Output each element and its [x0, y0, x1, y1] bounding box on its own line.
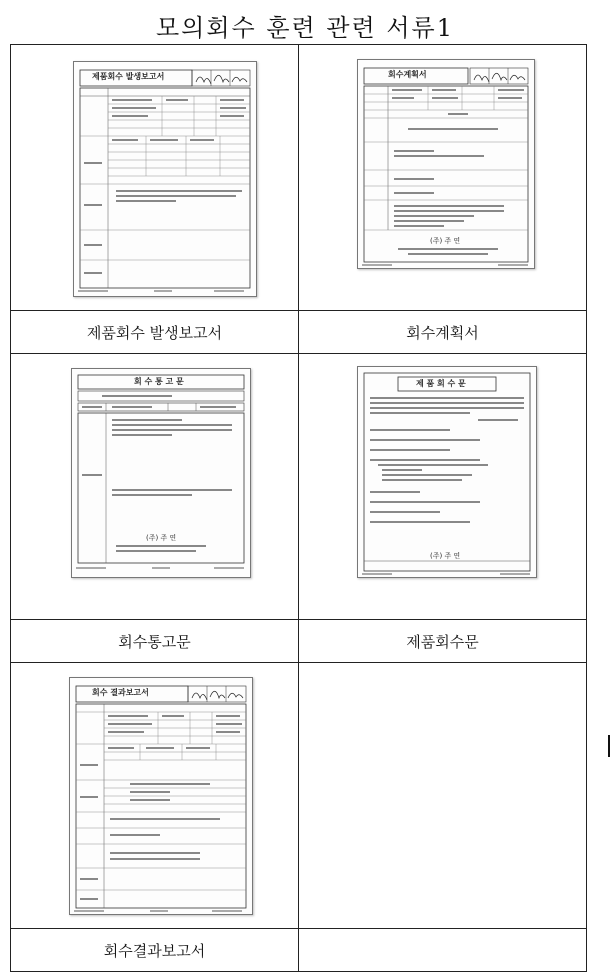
doc-footer: (주) 주 연 [146, 534, 177, 542]
cell-image-recall-plan [299, 45, 587, 311]
label-recall-result-report: 회수결과보고서 [11, 929, 299, 972]
doc-title: 제품회수 발생보고서 [92, 72, 165, 81]
page-title: 모의회수 훈련 관련 서류1 [156, 14, 454, 42]
recall-occurrence-report-thumbnail [73, 61, 257, 297]
label-recall-plan: 회수계획서 [299, 311, 587, 354]
recall-result-report-thumbnail [69, 677, 253, 915]
cell-image-empty [299, 663, 587, 929]
doc-footer: (주) 주 연 [430, 237, 461, 245]
label-recall-occurrence-report: 제품회수 발생보고서 [11, 311, 299, 354]
product-recall-notice-thumbnail [357, 366, 537, 578]
doc-title: 회 수 통 고 문 [134, 377, 184, 386]
doc-footer: (주) 주 연 [430, 552, 461, 560]
label-recall-notice: 회수통고문 [11, 620, 299, 663]
recall-plan-thumbnail [357, 59, 535, 269]
cell-image-recall-occurrence-report [11, 45, 299, 311]
label-empty [299, 929, 587, 972]
cell-image-recall-result-report [11, 663, 299, 929]
doc-title: 제 품 회 수 문 [416, 379, 466, 388]
label-product-recall-notice: 제품회수문 [299, 620, 587, 663]
recall-notice-thumbnail [71, 368, 251, 578]
cell-image-product-recall-notice [299, 354, 587, 620]
documents-table [10, 44, 587, 972]
doc-title: 회수계획서 [388, 70, 427, 79]
cell-image-recall-notice [11, 354, 299, 620]
doc-title: 회수 결과보고서 [92, 688, 149, 697]
